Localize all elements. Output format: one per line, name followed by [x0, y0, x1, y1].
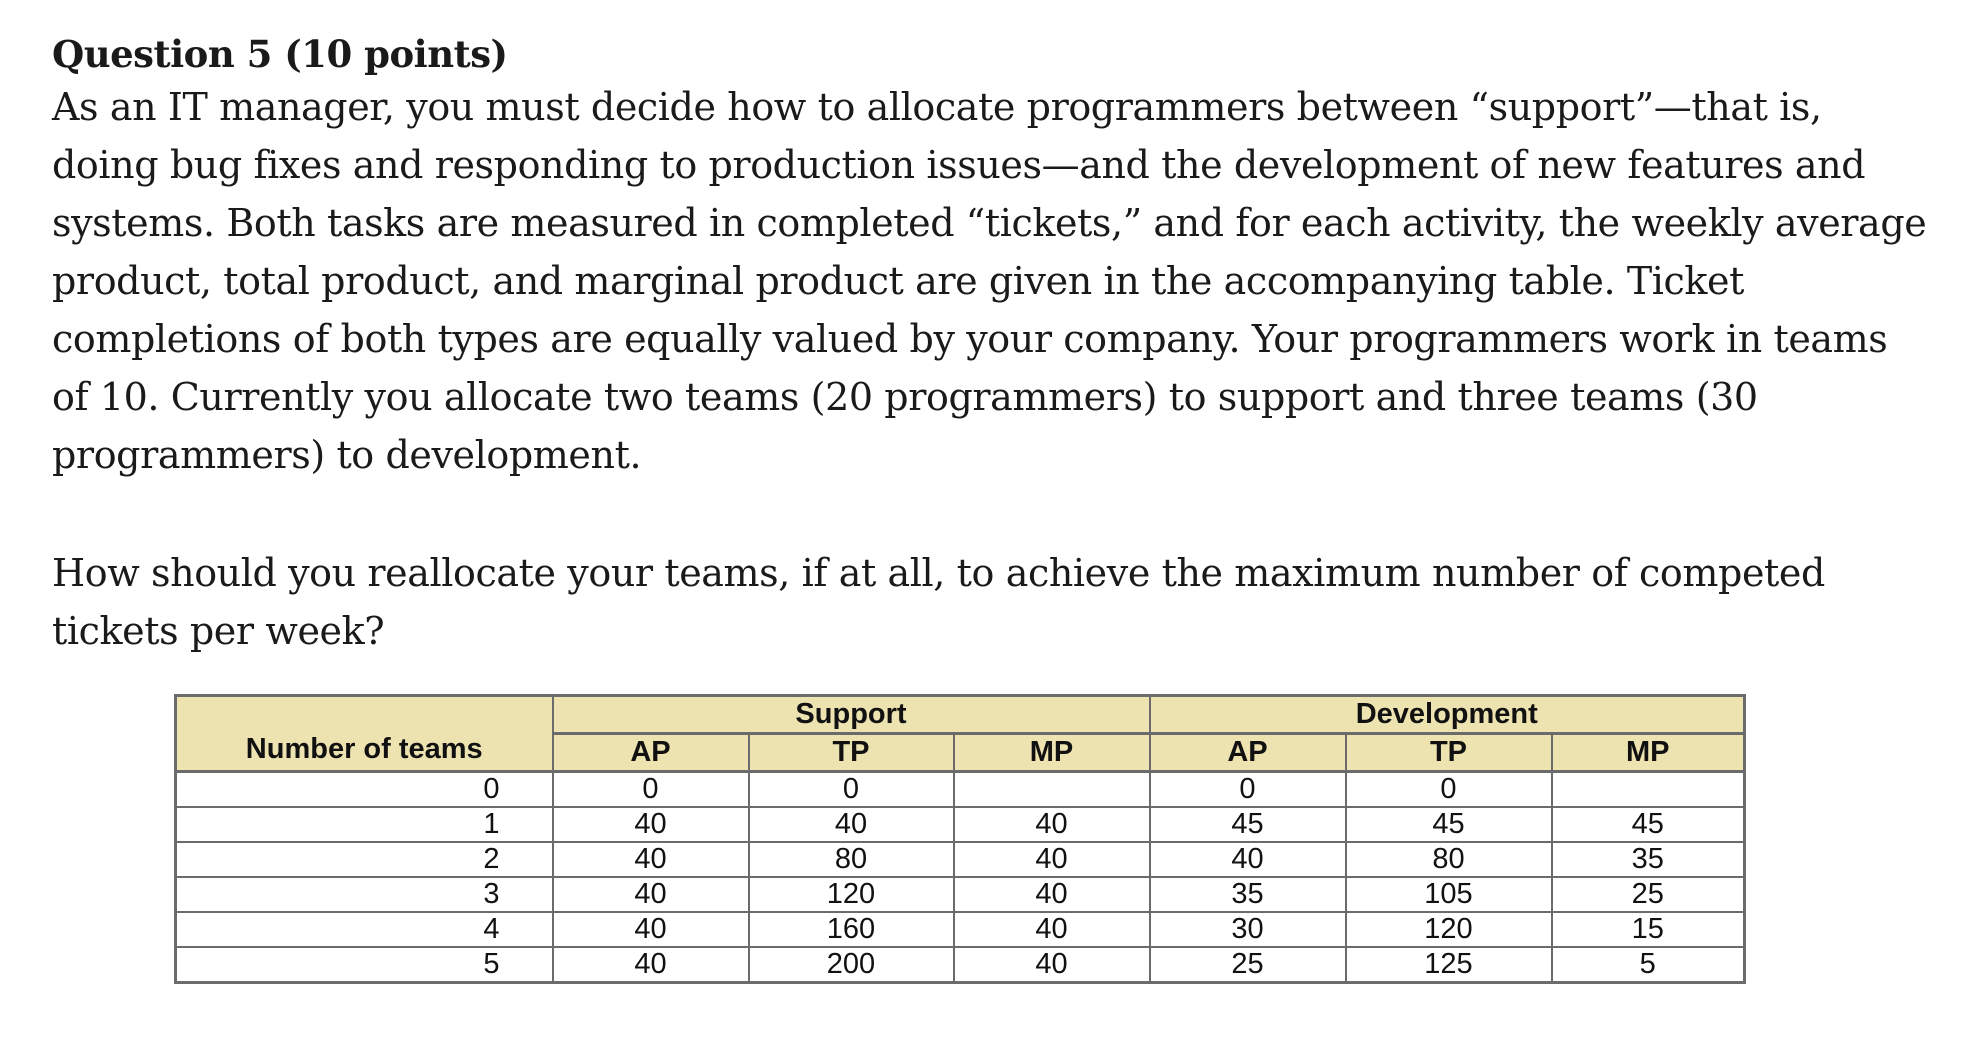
cell-support-tp: 0: [749, 772, 954, 808]
cell-support-mp: [954, 772, 1150, 808]
question-content: [52, 34, 1952, 660]
cell-support-tp: 80: [749, 842, 954, 877]
paragraph-spacer: [52, 484, 1952, 544]
cell-support-tp: 160: [749, 912, 954, 947]
cell-support-tp: 40: [749, 807, 954, 842]
cell-support-tp: 120: [749, 877, 954, 912]
cell-support-tp: 200: [749, 947, 954, 983]
cell-teams: 2: [176, 842, 553, 877]
table-group-header-row: [176, 696, 1745, 734]
table-row: [176, 772, 1745, 808]
question-title: Question 5 (10 points): [52, 32, 508, 76]
cell-teams: 3: [176, 877, 553, 912]
cell-development-ap: 35: [1150, 877, 1346, 912]
cell-development-mp: 35: [1552, 842, 1745, 877]
cell-development-ap: 25: [1150, 947, 1346, 983]
cell-development-tp: 120: [1346, 912, 1552, 947]
production-table-wrapper: [174, 694, 1746, 984]
cell-support-ap: 40: [553, 912, 749, 947]
table-row: [176, 842, 1745, 877]
header-support: Support: [553, 696, 1150, 734]
cell-development-ap: 0: [1150, 772, 1346, 808]
header-development-tp: TP: [1346, 734, 1552, 772]
cell-support-ap: 40: [553, 807, 749, 842]
cell-development-ap: 30: [1150, 912, 1346, 947]
cell-support-ap: 40: [553, 877, 749, 912]
cell-development-mp: 15: [1552, 912, 1745, 947]
cell-teams: 5: [176, 947, 553, 983]
cell-development-mp: [1552, 772, 1745, 808]
cell-support-mp: 40: [954, 877, 1150, 912]
cell-development-tp: 125: [1346, 947, 1552, 983]
header-development-mp: MP: [1552, 734, 1745, 772]
cell-development-tp: 45: [1346, 807, 1552, 842]
cell-teams: 1: [176, 807, 553, 842]
cell-support-ap: 40: [553, 947, 749, 983]
cell-support-ap: 40: [553, 842, 749, 877]
question-prompt: How should you reallocate your teams, if at all, to achieve the maximum number of competed tickets per week?: [52, 551, 1825, 653]
cell-teams: 4: [176, 912, 553, 947]
cell-development-mp: 5: [1552, 947, 1745, 983]
header-support-ap: AP: [553, 734, 749, 772]
cell-development-tp: 0: [1346, 772, 1552, 808]
cell-development-ap: 45: [1150, 807, 1346, 842]
cell-development-tp: 80: [1346, 842, 1552, 877]
header-support-mp: MP: [954, 734, 1150, 772]
cell-development-ap: 40: [1150, 842, 1346, 877]
production-table: [174, 694, 1746, 984]
cell-support-mp: 40: [954, 842, 1150, 877]
cell-teams: 0: [176, 772, 553, 808]
cell-development-tp: 105: [1346, 877, 1552, 912]
header-number-of-teams: Number of teams: [176, 696, 553, 772]
table-row: [176, 912, 1745, 947]
header-development: Development: [1150, 696, 1745, 734]
cell-development-mp: 25: [1552, 877, 1745, 912]
header-support-tp: TP: [749, 734, 954, 772]
header-development-ap: AP: [1150, 734, 1346, 772]
table-row: [176, 877, 1745, 912]
cell-development-mp: 45: [1552, 807, 1745, 842]
cell-support-mp: 40: [954, 947, 1150, 983]
cell-support-ap: 0: [553, 772, 749, 808]
table-row: [176, 807, 1745, 842]
table-row: [176, 947, 1745, 983]
cell-support-mp: 40: [954, 807, 1150, 842]
cell-support-mp: 40: [954, 912, 1150, 947]
question-body: As an IT manager, you must decide how to allocate programmers between “support”—that is, doing bug fixes and responding to production issues—and the development of new features and systems. Both tasks are measured in completed “tickets,” and for each activity, the weekly average product, total product, and marginal product are given in the accompanying table. Ticket completions of both types are equally valued by your company. Your programmers work in teams of 10. Currently you allocate two teams (20 programmers) to support and three teams (30 programmers) to development.: [52, 85, 1927, 477]
